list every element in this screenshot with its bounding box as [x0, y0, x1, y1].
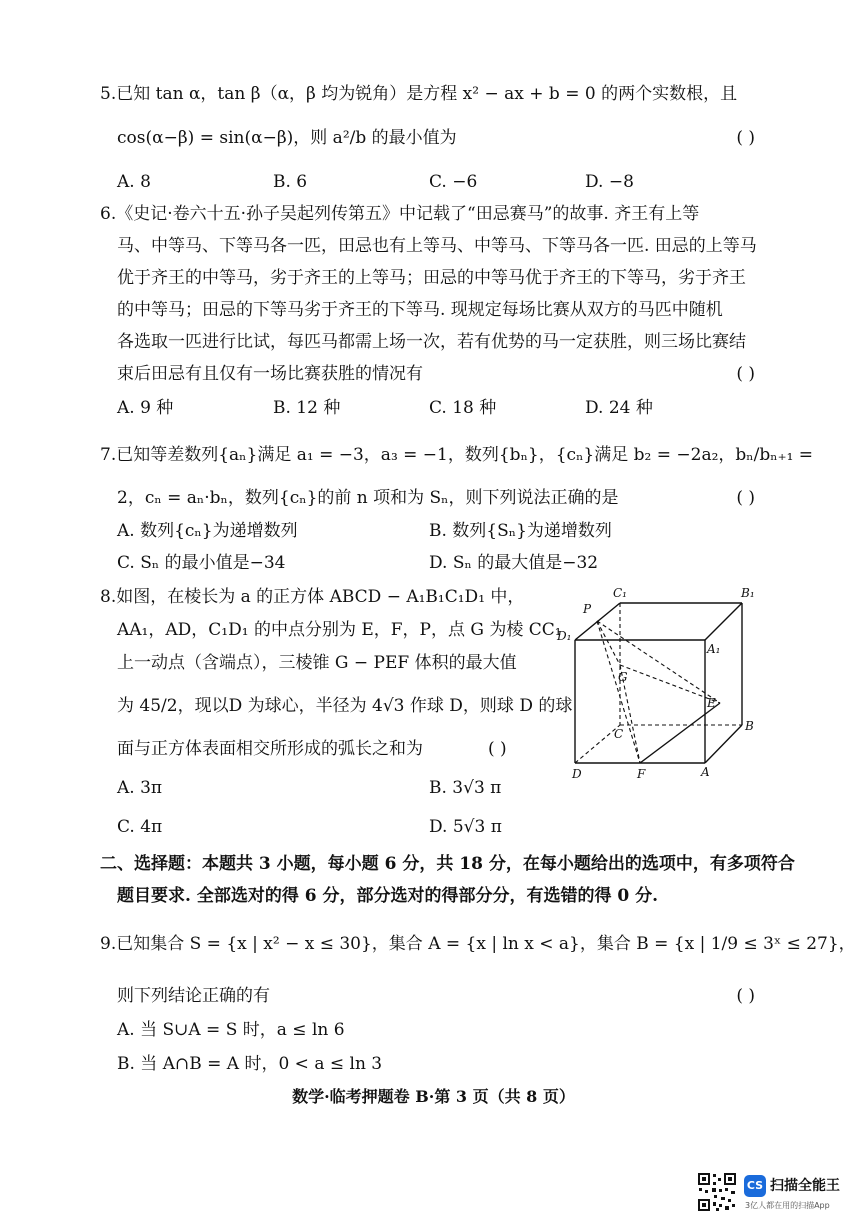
cube-figure — [555, 585, 770, 785]
q6-option-b: B. 12 种 — [273, 398, 341, 418]
q6-line6: 束后田忌有且仅有一场比赛获胜的情况有 — [117, 364, 423, 384]
q6-line2: 马、中等马、下等马各一匹，田忌也有上等马、中等马、下等马各一匹. 田忌的上等马 — [117, 236, 757, 256]
q9-line2: 则下列结论正确的有 — [117, 986, 270, 1006]
q9-option-a: A. 当 S∪A = S 时，a ≤ ln 6 — [117, 1020, 345, 1040]
label-c1: C₁ — [613, 586, 627, 600]
q7-option-d: D. Sₙ 的最大值是−32 — [429, 553, 599, 573]
label-g: G — [618, 670, 628, 684]
page-footer: 数学·临考押题卷 B·第 3 页（共 8 页） — [292, 1087, 575, 1106]
q7-option-a: A. 数列{cₙ}为递增数列 — [117, 521, 298, 541]
q6-line4: 的中等马；田忌的下等马劣于齐王的下等马. 现规定每场比赛从双方的马匹中随机 — [117, 300, 723, 320]
q7-line1: 7.已知等差数列{aₙ}满足 a₁ = −3，a₃ = −1，数列{bₙ}，{cₙ}满足 b₂ = −2a₂，bₙ/bₙ₊₁ = — [100, 445, 814, 465]
label-a1: A₁ — [707, 642, 721, 656]
q9-option-b: B. 当 A∩B = A 时，0 < a ≤ ln 3 — [117, 1054, 383, 1074]
q9-paren: ( ) — [736, 986, 755, 1006]
q7-line2: 2，cₙ = aₙ·bₙ，数列{cₙ}的前 n 项和为 Sₙ，则下列说法正确的是 — [117, 488, 619, 508]
section2-line1: 二、选择题：本题共 3 小题，每小题 6 分，共 18 分，在每小题给出的选项中，有多项符合 — [100, 854, 795, 874]
label-d1: D₁ — [557, 629, 572, 643]
q7-option-c: C. Sₙ 的最小值是−34 — [117, 553, 286, 573]
q8-option-d: D. 5√3 π — [429, 817, 502, 837]
q5-line1: 5.已知 tan α，tan β（α，β 均为锐角）是方程 x² − ax + b = 0 的两个实数根，且 — [100, 84, 738, 104]
camscanner-name: 扫描全能王 — [770, 1178, 840, 1194]
q8-line4: 为 45/2，现以D 为球心，半径为 4√3 作球 D，则球 D 的球 — [117, 696, 573, 716]
q6-option-d: D. 24 种 — [585, 398, 653, 418]
q6-line5: 各选取一匹进行比试，每匹马都需上场一次，若有优势的马一定获胜，则三场比赛结 — [117, 332, 746, 352]
q8-line3: 上一动点（含端点），三棱锥 G − PEF 体积的最大值 — [117, 653, 517, 673]
q6-line3: 优于齐王的中等马，劣于齐王的上等马；田忌的中等马优于齐王的下等马，劣于齐王 — [117, 268, 746, 288]
q5-option-b: B. 6 — [273, 172, 308, 192]
section2-line2: 题目要求. 全部选对的得 6 分，部分选对的得部分分，有选错的得 0 分. — [117, 886, 659, 906]
q5-option-d: D. −8 — [585, 172, 634, 192]
camscanner-tagline: 3亿人都在用的扫描App — [745, 1201, 830, 1210]
q6-line1: 6.《史记·卷六十五·孙子吴起列传第五》中记载了“田忌赛马”的故事. 齐王有上等 — [100, 204, 700, 224]
label-p: P — [583, 602, 592, 616]
q8-option-b: B. 3√3 π — [429, 778, 502, 798]
q8-option-c: C. 4π — [117, 817, 163, 837]
q6-option-c: C. 18 种 — [429, 398, 497, 418]
label-c: C — [614, 727, 624, 741]
q7-paren: ( ) — [736, 488, 755, 508]
q8-line5: 面与正方体表面相交所形成的弧长之和为 — [117, 739, 423, 759]
label-b1: B₁ — [741, 586, 755, 600]
label-f: F — [637, 767, 646, 781]
label-e: E — [707, 696, 716, 710]
q5-paren: ( ) — [736, 128, 755, 148]
q8-line1: 8.如图，在棱长为 a 的正方体 ABCD − A₁B₁C₁D₁ 中， — [100, 587, 525, 607]
label-b: B — [745, 719, 754, 733]
q6-paren: ( ) — [736, 364, 755, 384]
q5-option-a: A. 8 — [117, 172, 151, 192]
q5-line2: cos(α−β) = sin(α−β)，则 a²/b 的最小值为 — [117, 128, 457, 148]
q7-option-b: B. 数列{Sₙ}为递增数列 — [429, 521, 612, 541]
q6-option-a: A. 9 种 — [117, 398, 174, 418]
q9-line1: 9.已知集合 S = {x | x² − x ≤ 30}，集合 A = {x | ln x < a}，集合 B = {x | 1/9 ≤ 3ˣ ≤ 27}， — [100, 934, 856, 954]
camscanner-logo-icon: CS — [744, 1175, 766, 1197]
label-d: D — [572, 767, 582, 781]
q8-paren: ( ) — [488, 739, 507, 759]
q5-option-c: C. −6 — [429, 172, 478, 192]
label-a: A — [701, 765, 710, 779]
q8-option-a: A. 3π — [117, 778, 163, 798]
qr-code-icon — [697, 1172, 737, 1212]
q8-line2: AA₁，AD，C₁D₁ 的中点分别为 E，F，P，点 G 为棱 CC₁ — [117, 620, 562, 640]
